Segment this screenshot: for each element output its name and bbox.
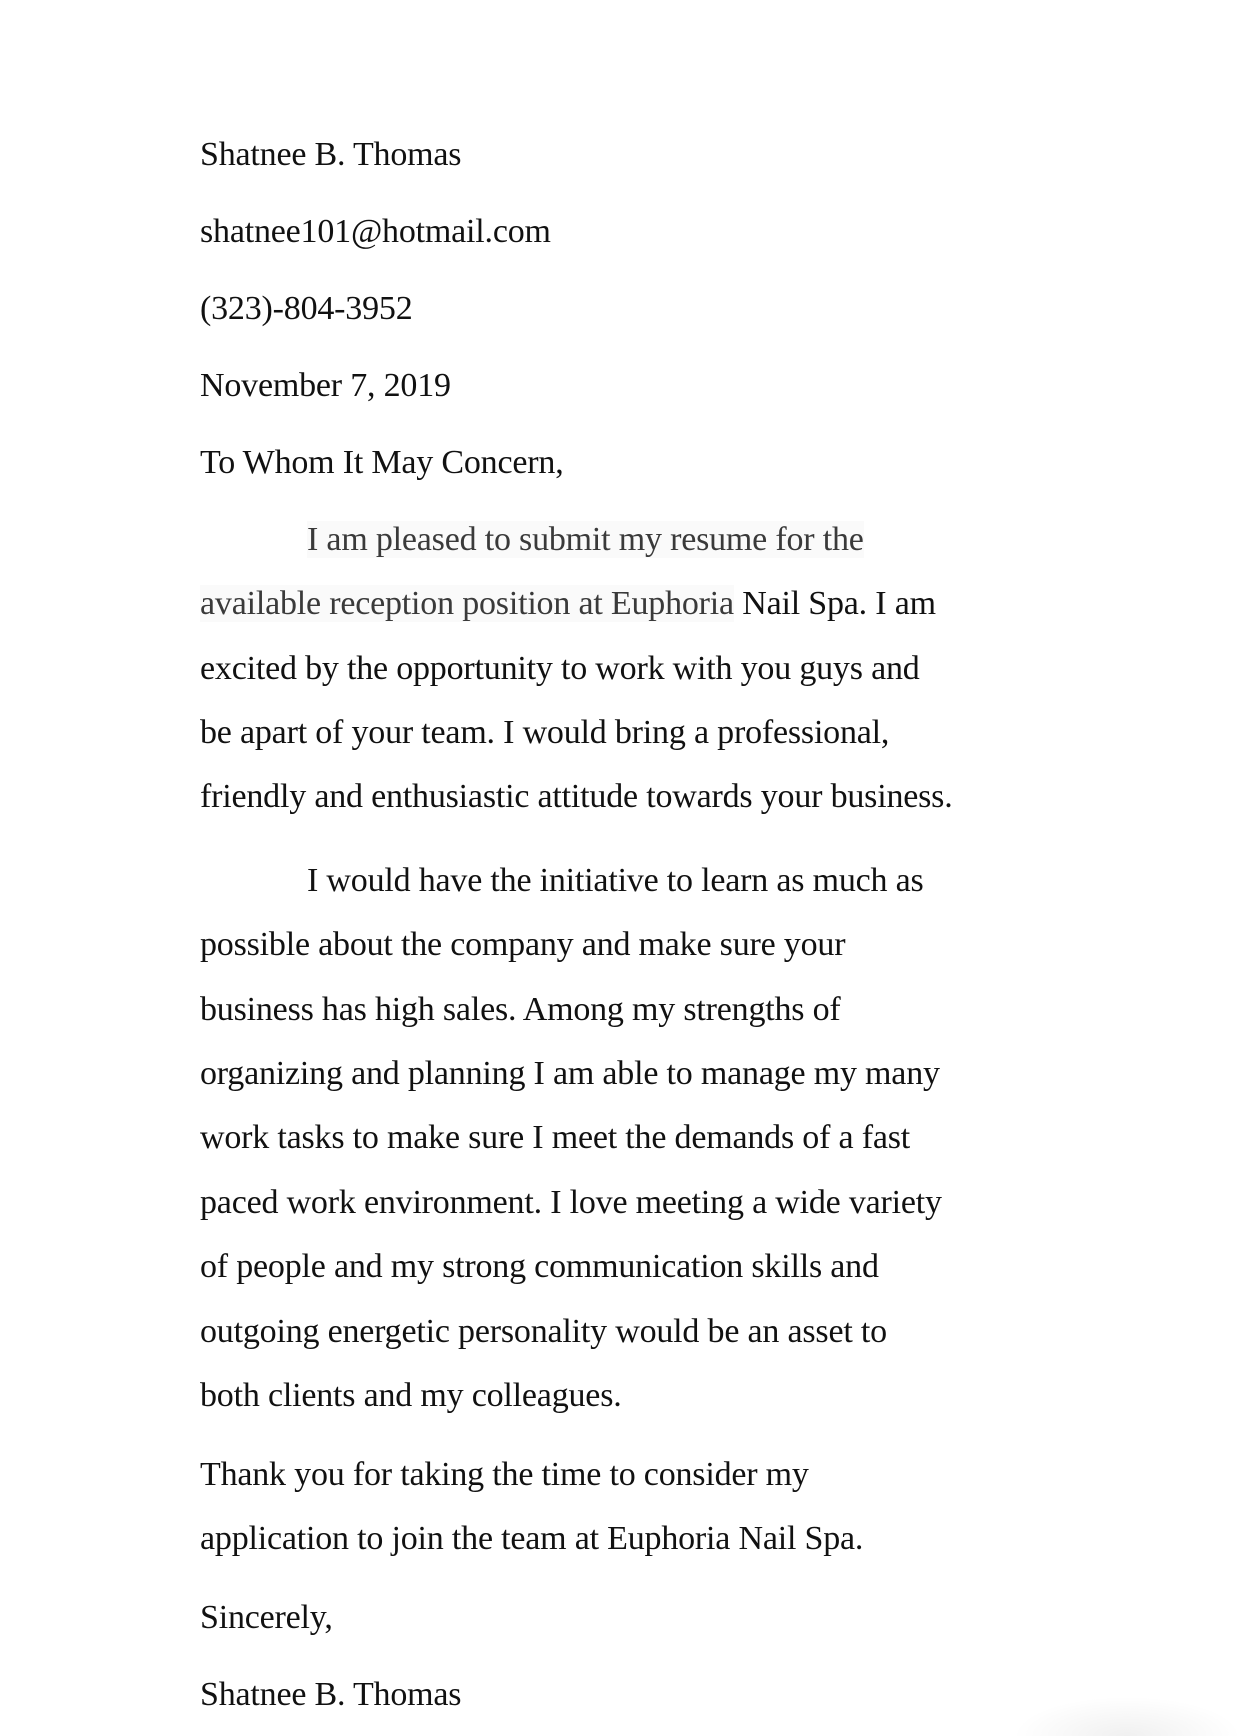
paragraph-1-line: friendly and enthusiastic attitude towards your business. — [200, 778, 953, 815]
paragraph-1-line: available reception position at Euphoria — [200, 585, 734, 622]
paragraph-1-line: excited by the opportunity to work with you guys and — [200, 650, 920, 687]
letter-date: November 7, 2019 — [200, 367, 451, 404]
paragraph-2-line: work tasks to make sure I meet the demands of a fast — [200, 1119, 910, 1156]
paragraph-2-line: possible about the company and make sure your — [200, 926, 846, 963]
paragraph-2-line: business has high sales. Among my strengths of — [200, 991, 841, 1028]
sender-name: Shatnee B. Thomas — [200, 136, 462, 173]
sender-email: shatnee101@hotmail.com — [200, 213, 551, 250]
paragraph-2-line: I would have the initiative to learn as much as — [307, 862, 924, 899]
paragraph-1-line-continuation: Nail Spa. I am — [733, 585, 936, 622]
sender-phone: (323)-804-3952 — [200, 290, 413, 327]
paragraph-2-line: paced work environment. I love meeting a wide variety — [200, 1184, 942, 1221]
paragraph-2-line: of people and my strong communication skills and — [200, 1248, 879, 1285]
paragraph-2-line: organizing and planning I am able to manage my many — [200, 1055, 940, 1092]
paragraph-2-line: both clients and my colleagues. — [200, 1377, 622, 1414]
salutation: To Whom It May Concern, — [200, 444, 564, 481]
paragraph-2-line: outgoing energetic personality would be an asset to — [200, 1313, 887, 1350]
paragraph-1-line: be apart of your team. I would bring a professional, — [200, 714, 890, 751]
paragraph-3-line: Thank you for taking the time to consider my — [200, 1456, 809, 1493]
closing: Sincerely, — [200, 1599, 333, 1636]
page-curl-shadow — [1012, 1696, 1242, 1736]
signature: Shatnee B. Thomas — [200, 1676, 462, 1713]
paragraph-3-line: application to join the team at Euphoria Nail Spa. — [200, 1520, 864, 1557]
paragraph-1-line: I am pleased to submit my resume for the — [307, 521, 864, 558]
